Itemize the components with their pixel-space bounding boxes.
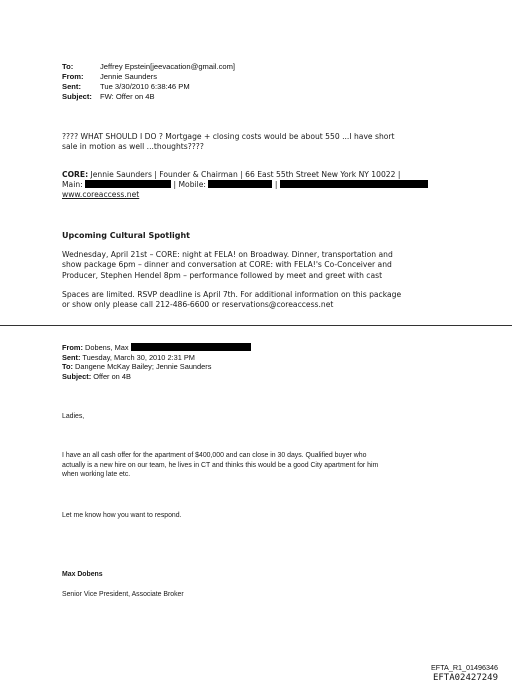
from-label: From:: [62, 72, 84, 81]
fwd-line: I have an all cash offer for the apartment of $400,000 and can close in 30 days. Qualified buyer who: [62, 452, 367, 459]
subject-value: FW: Offer on 4B: [100, 92, 155, 101]
redaction-bar: [131, 343, 251, 351]
from-row: [62, 72, 235, 82]
core-label: CORE:: [62, 170, 89, 179]
bates-number-1: EFTA_R1_01496346: [431, 663, 498, 672]
fwd-paragraph: [62, 451, 378, 480]
signature-line-1: [62, 170, 428, 180]
fwd-greeting: Ladies,: [62, 413, 85, 420]
reply-line: sale in motion as well ...thoughts????: [62, 142, 204, 152]
fwd-to-label: To:: [62, 362, 73, 372]
sent-label: Sent:: [62, 82, 81, 91]
fwd-signature-title: Senior Vice President, Associate Broker: [62, 591, 184, 598]
redaction-bar: [85, 180, 171, 188]
redaction-bar: [208, 180, 272, 188]
mobile-label: | Mobile:: [173, 180, 206, 190]
signature-block: [62, 170, 428, 201]
sent-row: [62, 82, 235, 92]
spotlight-line: Producer, Stephen Hendel 8pm – performance followed by meet and greet with cast: [62, 270, 383, 280]
to-row: [62, 62, 235, 72]
reply-body: [62, 132, 395, 152]
bates-number-2: EFTA02427249: [432, 673, 498, 683]
to-value: Jeffrey Epstein[jeevacation@gmail.com]: [100, 62, 236, 71]
forwarded-header: [62, 343, 251, 381]
fwd-from-row: [62, 343, 251, 353]
redaction-bar: [280, 180, 428, 188]
fwd-to-value: Dangene McKay Bailey; Jennie Saunders: [75, 362, 212, 372]
fwd-sent-label: Sent:: [62, 352, 81, 362]
subject-label: Subject:: [62, 92, 92, 101]
sent-value: Tue 3/30/2010 6:38:46 PM: [100, 82, 190, 91]
subject-row: [62, 92, 235, 102]
fwd-line: when working late etc.: [62, 471, 131, 479]
website-link[interactable]: www.coreaccess.net: [62, 190, 140, 200]
spotlight-line: Spaces are limited. RSVP deadline is April 7th. For additional information on this package: [62, 289, 402, 299]
spotlight-section: [62, 231, 401, 310]
signature-address: Jennie Saunders | Founder & Chairman | 66 East 55th Street New York NY 10022 |: [88, 170, 401, 179]
from-value: Jennie Saunders: [100, 72, 157, 81]
spotlight-line: Wednesday, April 21st – CORE: night at FELA! on Broadway. Dinner, transportation and: [62, 250, 393, 260]
fwd-sent-value: Tuesday, March 30, 2010 2:31 PM: [82, 352, 195, 362]
fwd-subject-label: Subject:: [62, 371, 92, 381]
fwd-subject-value: Offer on 4B: [93, 371, 131, 381]
section-divider: [0, 325, 512, 326]
signature-line-2: Main: | Mobile: |: [62, 180, 428, 190]
fwd-sent-row: [62, 353, 251, 363]
main-label: Main:: [62, 180, 83, 190]
spotlight-heading: Upcoming Cultural Spotlight: [62, 231, 190, 240]
fwd-line: actually is a new hire on our team, he lives in CT and thinks this would be a good City apartment for him: [62, 461, 379, 469]
reply-line: ???? WHAT SHOULD I DO ? Mortgage + closing costs would be about 550 ...I have short: [62, 132, 395, 141]
fwd-to-row: [62, 362, 251, 372]
fwd-closing: Let me know how you want to respond.: [62, 512, 182, 519]
fwd-from-value: Dobens, Max: [85, 343, 129, 352]
email-header: [62, 62, 235, 102]
spotlight-line: show package 6pm – dinner and conversation at CORE: with FELA!'s Co-Conceiver and: [62, 260, 392, 270]
fwd-from-label: From:: [62, 343, 83, 352]
to-label: To:: [62, 62, 74, 71]
spotlight-line: or show only please call 212-486-6600 or reservations@coreaccess.net: [62, 300, 334, 310]
fwd-subject-row: [62, 372, 251, 382]
fwd-signature-name: Max Dobens: [62, 571, 103, 578]
